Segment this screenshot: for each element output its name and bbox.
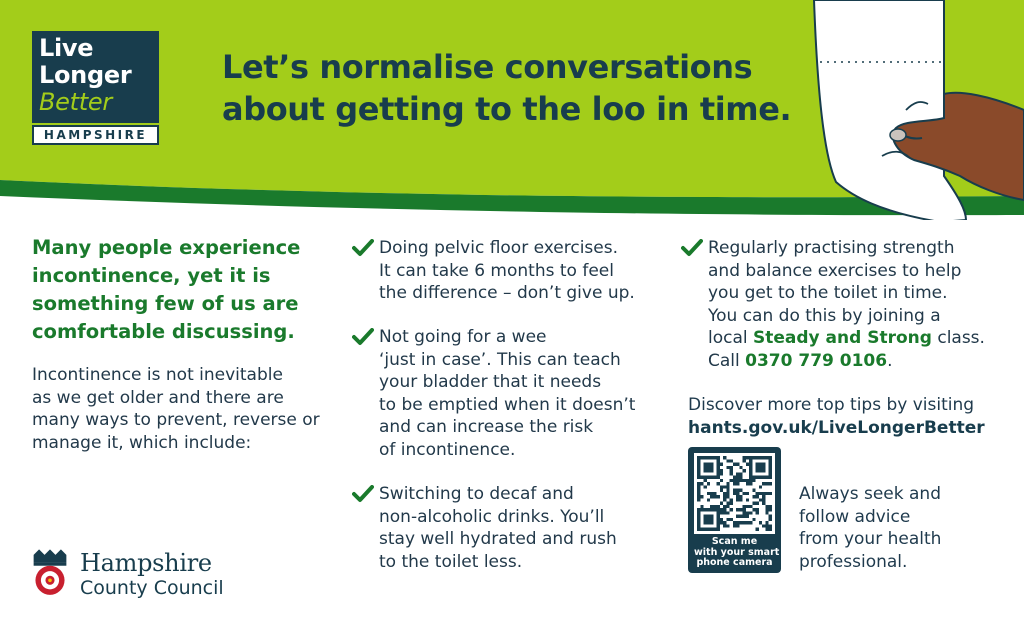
check-icon bbox=[681, 239, 703, 257]
intro-column bbox=[32, 234, 322, 454]
logo-box bbox=[32, 31, 159, 123]
tip-line: ‘just in case’. This can teach bbox=[379, 349, 621, 370]
headline-line-1: Let’s normalise conversations bbox=[222, 48, 753, 86]
tip-line: You can do this by joining a bbox=[708, 305, 941, 326]
intro-lead-line: comfortable discussing. bbox=[32, 320, 295, 343]
tip-text: . bbox=[887, 350, 893, 371]
tip-line: non-alcoholic drinks. You’ll bbox=[379, 506, 605, 527]
qr-caption-line: with your smart bbox=[694, 546, 780, 558]
headline-line-2: about getting to the loo in time. bbox=[222, 90, 792, 128]
tip-line: and can increase the risk bbox=[379, 417, 594, 437]
tip-line: It can take 6 months to feel bbox=[379, 260, 614, 281]
headline bbox=[222, 46, 802, 130]
tip-strength-balance bbox=[681, 237, 1001, 372]
intro-lead-line: something few of us are bbox=[32, 292, 299, 315]
advice-line: professional. bbox=[799, 551, 908, 572]
tip-line: to be emptied when it doesn’t bbox=[379, 394, 636, 415]
qr-code[interactable] bbox=[694, 453, 775, 534]
tip-line: stay well hydrated and rush bbox=[379, 529, 617, 549]
tip-text: Call bbox=[708, 350, 746, 371]
qr-caption bbox=[694, 536, 780, 569]
qr-caption-line: Scan me bbox=[711, 536, 758, 547]
council-sub: County Council bbox=[80, 577, 224, 599]
check-icon bbox=[352, 485, 374, 503]
phone-number: 0370 779 0106 bbox=[745, 350, 888, 371]
tip-line: Doing pelvic floor exercises. bbox=[379, 238, 619, 258]
intro-body-line: many ways to prevent, reverse or bbox=[32, 410, 320, 430]
intro-body bbox=[32, 364, 322, 454]
tip-line: Regularly practising strength bbox=[708, 238, 955, 258]
discover-url[interactable]: hants.gov.uk/LiveLongerBetter bbox=[688, 417, 985, 438]
advice-text bbox=[799, 483, 941, 573]
tip-line bbox=[708, 350, 1001, 373]
advice-line: from your health bbox=[799, 529, 942, 549]
tip-text: local bbox=[708, 328, 754, 348]
tip-line: of incontinence. bbox=[379, 439, 516, 460]
advice-line: Always seek and bbox=[799, 484, 942, 504]
logo-hampshire: HAMPSHIRE bbox=[32, 125, 159, 145]
tip-decaf bbox=[352, 483, 652, 573]
check-icon bbox=[352, 328, 374, 346]
council-crest-icon bbox=[30, 547, 70, 599]
intro-body-line: Incontinence is not inevitable bbox=[32, 365, 283, 385]
logo-line-better: Better bbox=[39, 88, 112, 116]
live-longer-better-logo bbox=[32, 31, 159, 145]
intro-body-line: manage it, which include: bbox=[32, 432, 252, 453]
steady-and-strong-link: Steady and Strong bbox=[753, 328, 932, 348]
check-icon bbox=[352, 239, 374, 257]
logo-line-longer: Longer bbox=[39, 61, 132, 89]
tip-line bbox=[708, 327, 1001, 350]
qr-caption-line: phone camera bbox=[696, 557, 773, 568]
tip-line: Not going for a wee bbox=[379, 327, 547, 347]
advice-line: follow advice bbox=[799, 506, 911, 527]
intro-body-line: as we get older and there are bbox=[32, 387, 284, 408]
tip-text: class. bbox=[931, 328, 985, 348]
hampshire-county-council-logo bbox=[30, 547, 250, 603]
discover-text: Discover more top tips by visiting bbox=[688, 395, 975, 415]
tip-line: and balance exercises to help bbox=[708, 260, 962, 281]
tip-line: Switching to decaf and bbox=[379, 484, 574, 504]
tip-pelvic-floor bbox=[352, 237, 652, 305]
intro-lead-line: Many people experience bbox=[32, 236, 301, 259]
logo-line-live: Live bbox=[39, 34, 94, 62]
tip-line: the difference – don’t give up. bbox=[379, 283, 635, 303]
council-name: Hampshire bbox=[80, 549, 212, 577]
tip-just-in-case bbox=[352, 326, 652, 461]
intro-lead-line: incontinence, yet it is bbox=[32, 264, 271, 287]
intro-lead bbox=[32, 234, 322, 346]
tip-line: you get to the toilet in time. bbox=[708, 283, 948, 303]
tip-line: to the toilet less. bbox=[379, 551, 523, 572]
qr-code-card[interactable] bbox=[688, 447, 781, 573]
discover-more bbox=[688, 394, 985, 439]
tip-line: your bladder that it needs bbox=[379, 372, 602, 392]
